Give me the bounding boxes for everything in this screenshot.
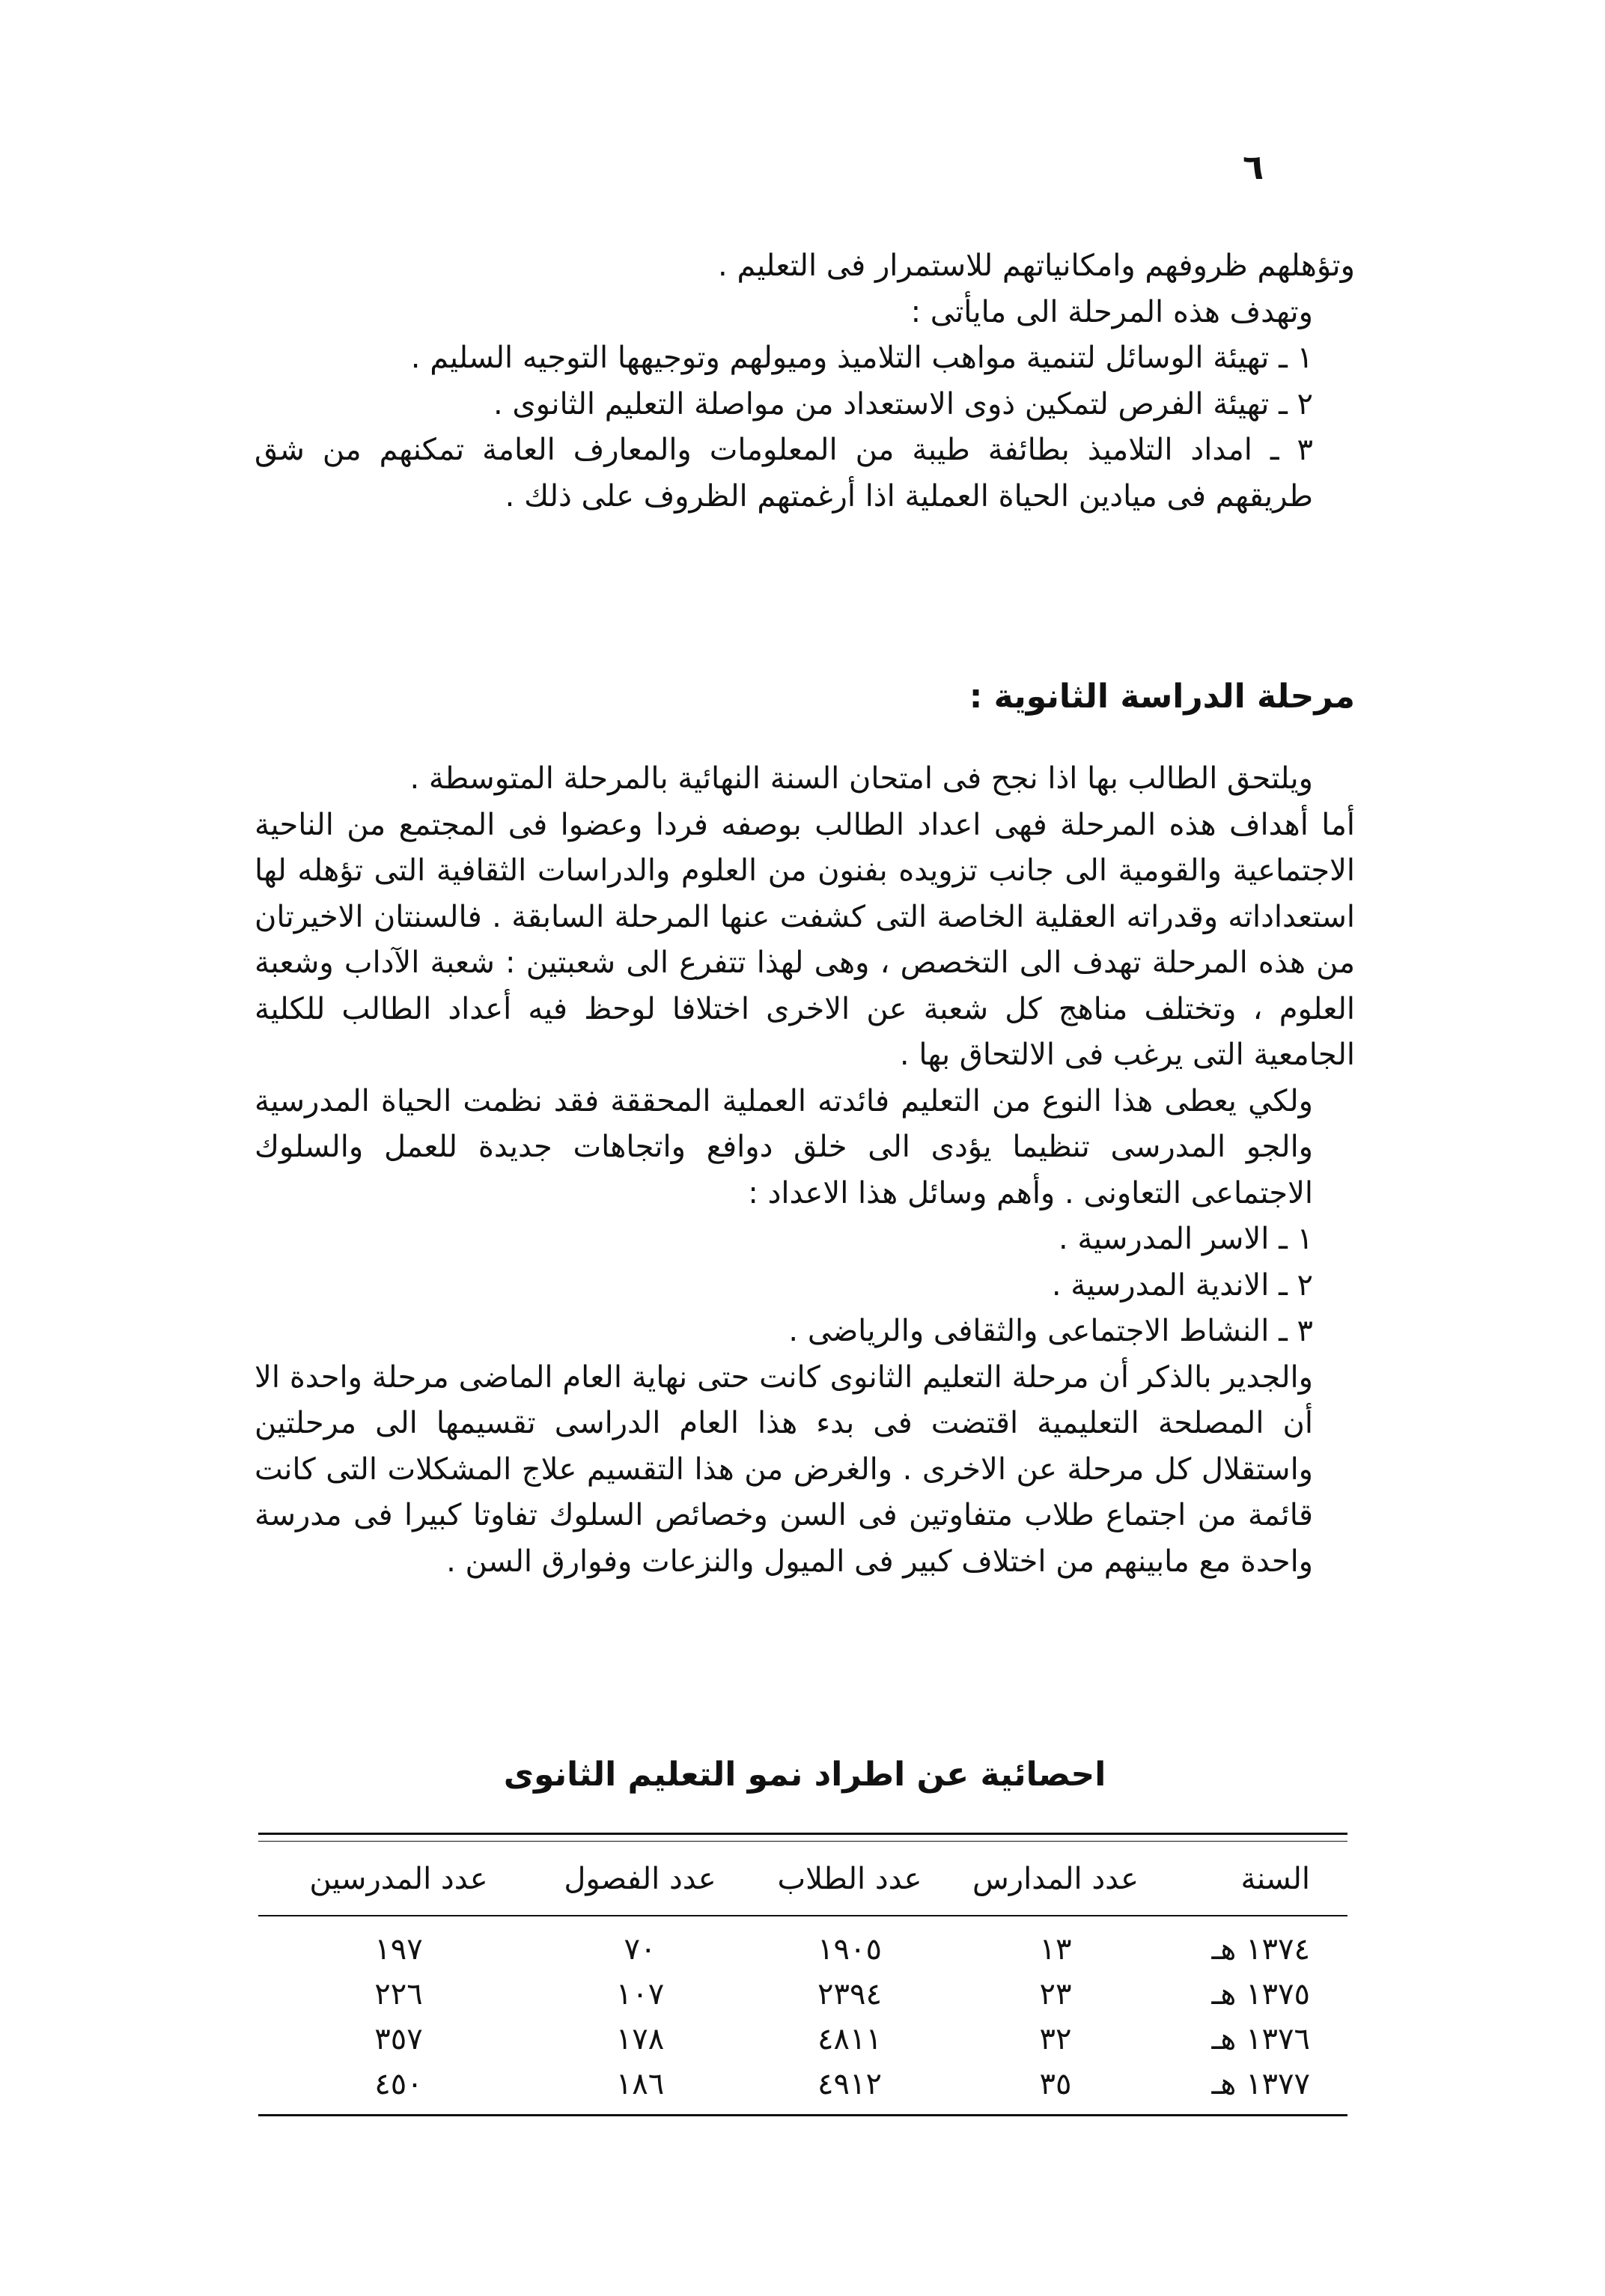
table-top-rule — [258, 1833, 1347, 1842]
header-year: السنة — [1240, 1862, 1310, 1896]
list-item: ١ ـ الاسر المدرسية . — [1058, 1222, 1313, 1256]
header-schools: عدد المدارس — [972, 1862, 1139, 1896]
cell-students: ٤٨١١ — [817, 2022, 882, 2056]
table-header-row — [258, 1857, 1347, 1901]
list-item: ٣ ـ النشاط الاجتماعى والثقافى والرياضى . — [788, 1314, 1313, 1348]
cell-year: ١٣٧٤ هـ — [1211, 1932, 1310, 1967]
table-row — [258, 2062, 1347, 2107]
cell-year: ١٣٧٥ هـ — [1211, 1977, 1310, 2012]
cell-students: ٤٩١٢ — [817, 2067, 882, 2101]
cell-schools: ٢٣ — [1039, 1977, 1072, 2012]
statistics-table — [258, 1833, 1347, 2116]
table-bottom-rule — [258, 2114, 1347, 2116]
table-row — [258, 1927, 1347, 1972]
cell-year: ١٣٧٦ هـ — [1211, 2022, 1310, 2056]
intro-paragraph: وتهدف هذه المرحلة الى مايأتى : — [910, 294, 1313, 329]
intro-section — [255, 243, 1355, 520]
header-students: عدد الطلاب — [777, 1862, 922, 1896]
cell-classes: ١٧٨ — [615, 2022, 665, 2056]
cell-teachers: ٤٥٠ — [374, 2067, 423, 2101]
table-header-rule — [258, 1915, 1347, 1916]
page-number: ٦ — [1243, 147, 1264, 187]
objective-item: ١ ـ تهيئة الوسائل لتنمية مواهب التلاميذ وميولهم وتوجيهها التوجيه السليم . — [410, 341, 1313, 375]
header-classes: عدد الفصول — [564, 1862, 716, 1896]
cell-teachers: ١٩٧ — [374, 1932, 423, 1967]
cell-schools: ٣٥ — [1039, 2067, 1072, 2101]
cell-classes: ٧٠ — [624, 1932, 657, 1967]
intro-paragraph: وتؤهلهم ظروفهم وامكانياتهم للاستمرار فى التعليم . — [718, 249, 1355, 283]
objective-item: ٣ ـ امداد التلاميذ بطائفة طيبة من المعلومات والمعارف العامة تمكنهم من شق طريقهم فى ميادين الحياة العملية اذا أرغمتهم الظروف على ذلك . — [255, 433, 1313, 514]
section-heading: مرحلة الدراسة الثانوية : — [969, 677, 1355, 716]
table-row — [258, 2017, 1347, 2062]
cell-teachers: ٢٢٦ — [374, 1977, 423, 2012]
body-paragraph: أما أهداف هذه المرحلة فهى اعداد الطالب بوصفه فردا وعضوا فى المجتمع من الناحية الاجتماعية والقومية الى جانب تزويده بفنون من العلوم والدراسات الثقافية التى تؤهله لها استعداداته وقدراته العقلية الخاصة التى كشفت عنها المرحلة السابقة . فالسنتان الاخيرتان من هذه المرحلة تهدف الى التخصص ، وهى لهذا تتفرع الى شعبتين : شعبة الآداب وشعبة العلوم ، وتختلف مناهج كل شعبة عن الاخرى اختلافا لوحظ فيه أعداد الطالب للكلية الجامعية التى يرغب فى الالتحاق بها . — [255, 807, 1355, 1072]
cell-students: ١٩٠٥ — [817, 1932, 882, 1967]
closing-paragraph: والجدير بالذكر أن مرحلة التعليم الثانوى كانت حتى نهاية العام الماضى مرحلة واحدة الا أن المصلحة التعليمية اقتضت فى بدء هذا العام الدراسى تقسيمها الى مرحلتين واستقلال كل مرحلة عن الاخرى . والغرض من هذا التقسيم علاج المشكلات التى كانت قائمة من اجتماع طلاب متفاوتين فى السن وخصائص السلوك تفاوتا كبيرا فى مدرسة واحدة مع مابينهم من اختلاف كبير فى الميول والنزعات وفوارق السن . — [255, 1359, 1313, 1579]
cell-teachers: ٣٥٧ — [374, 2022, 423, 2056]
secondary-stage-section — [255, 756, 1355, 1585]
header-teachers: عدد المدرسين — [309, 1862, 488, 1896]
table-row — [258, 1972, 1347, 2017]
table-title: احصائية عن اطراد نمو التعليم الثانوى — [503, 1756, 1106, 1794]
cell-students: ٢٣٩٤ — [817, 1977, 882, 2012]
cell-schools: ١٣ — [1039, 1932, 1072, 1967]
cell-year: ١٣٧٧ هـ — [1211, 2067, 1310, 2101]
cell-classes: ١٨٦ — [615, 2067, 665, 2101]
objective-item: ٢ ـ تهيئة الفرص لتمكين ذوى الاستعداد من مواصلة التعليم الثانوى . — [493, 386, 1313, 421]
body-paragraph: ويلتحق الطالب بها اذا نجح فى امتحان السنة النهائية بالمرحلة المتوسطة . — [409, 761, 1313, 796]
cell-classes: ١٠٧ — [615, 1977, 665, 2012]
cell-schools: ٣٢ — [1039, 2022, 1072, 2056]
list-item: ٢ ـ الاندية المدرسية . — [1051, 1267, 1313, 1303]
body-paragraph: ولكي يعطى هذا النوع من التعليم فائدته العملية المحققة فقد نظمت الحياة المدرسية والجو المدرسى تنظيما يؤدى الى خلق دوافع واتجاهات جديدة للعمل والسلوك الاجتماعى التعاونى . وأهم وسائل هذا الاعداد : — [255, 1083, 1313, 1211]
